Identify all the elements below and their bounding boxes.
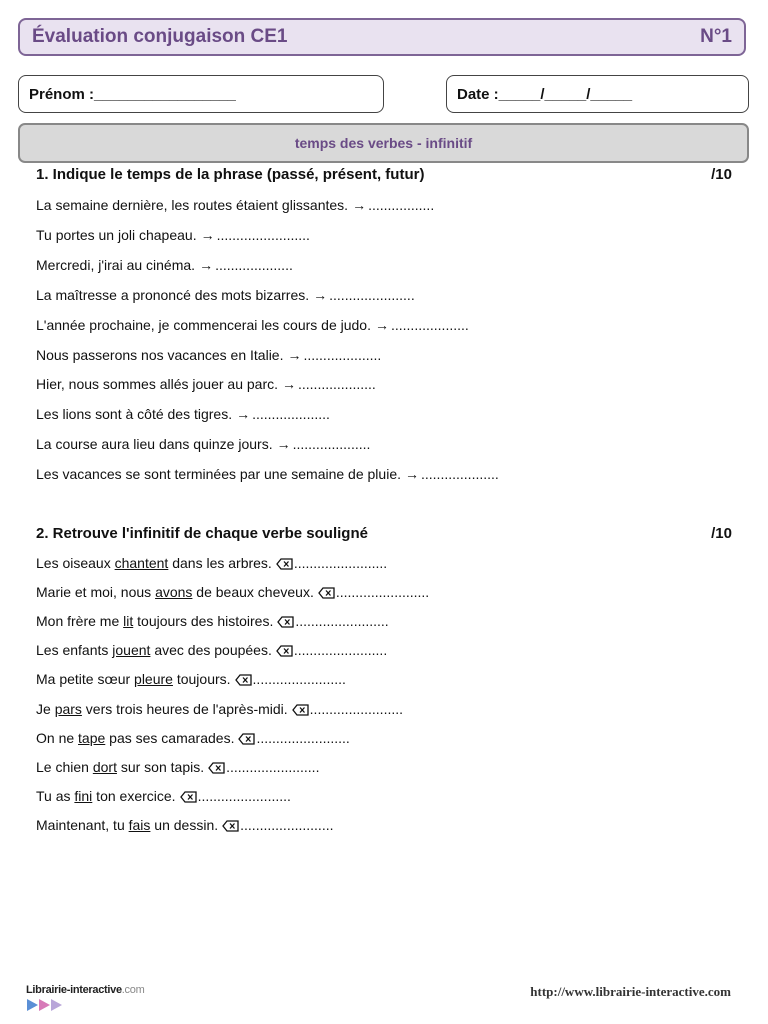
sentence-start: Le chien	[36, 758, 93, 775]
sentence-start: Marie et moi, nous	[36, 584, 156, 601]
exercise2-sentence	[36, 613, 389, 631]
sentence-start: Ma petite sœur	[36, 671, 135, 688]
sentence-end: toujours des histoires.	[133, 613, 274, 630]
prenom-field[interactable]	[18, 75, 384, 113]
answer-blank[interactable]: ........................	[197, 787, 291, 804]
exercise2-sentence	[36, 701, 403, 719]
worksheet-title: Évaluation conjugaison CE1	[32, 26, 288, 47]
exercise1-sentence	[36, 287, 415, 303]
exercise1-sentence	[36, 347, 381, 363]
right-arrow-icon: →	[276, 436, 291, 453]
exercise2-sentence	[36, 759, 319, 777]
sentence-end: un dessin.	[150, 816, 219, 833]
underlined-verb: pleure	[134, 671, 173, 688]
exercise2-sentence	[36, 555, 387, 573]
answer-blank[interactable]: ....................	[215, 256, 293, 273]
sentence-text: La maîtresse a prononcé des mots bizarres.	[36, 286, 310, 303]
exercise1-sentence	[36, 197, 434, 213]
right-arrow-icon: →	[352, 197, 367, 213]
worksheet-title-bar	[18, 18, 746, 56]
sentence-start: Je	[36, 700, 55, 717]
date-field[interactable]	[446, 75, 749, 113]
erase-key-icon	[235, 673, 252, 689]
sentence-end: ton exercice.	[92, 787, 176, 804]
exercise1-sentence	[36, 436, 370, 452]
sentence-text: Hier, nous sommes allés jouer au parc.	[36, 376, 278, 393]
sentence-end: pas ses camarades.	[105, 729, 235, 746]
answer-blank[interactable]: ........................	[240, 816, 334, 833]
erase-key-icon	[277, 615, 294, 631]
underlined-verb: lit	[123, 613, 134, 630]
answer-blank[interactable]: ........................	[216, 226, 310, 243]
answer-blank[interactable]: ........................	[293, 555, 388, 571]
sentence-text: Nous passerons nos vacances en Italie.	[36, 346, 284, 363]
exercise2-sentence	[36, 788, 291, 806]
exercise1-sentence	[36, 406, 330, 422]
logo-suffix: .com	[121, 984, 145, 996]
worksheet-number: N°1	[700, 26, 732, 47]
exercise1-title: 1. Indique le temps de la phrase (passé, présent, futur)	[36, 166, 425, 183]
exercise2-title: 2. Retrouve l'infinitif de chaque verbe souligné	[36, 525, 368, 542]
sentence-text: Tu portes un joli chapeau.	[36, 226, 197, 243]
play-arrows-icon	[26, 998, 70, 1012]
underlined-verb: avons	[155, 584, 193, 601]
sentence-start: Tu as	[36, 787, 75, 804]
erase-key-icon	[292, 703, 309, 719]
sentence-end: avec des poupées.	[150, 642, 272, 659]
exercise1-sentence	[36, 376, 376, 392]
erase-key-icon	[180, 790, 197, 806]
sentence-text: La semaine dernière, les routes étaient glissantes.	[36, 197, 349, 213]
sentence-end: toujours.	[172, 671, 231, 688]
right-arrow-icon: →	[200, 226, 215, 243]
sentence-text: Mercredi, j'irai au cinéma.	[36, 256, 196, 273]
exercise2-sentence	[36, 817, 334, 835]
footer-url[interactable]: http://www.librairie-interactive.com	[530, 984, 731, 999]
answer-blank[interactable]: ....................	[390, 316, 469, 333]
erase-key-icon	[208, 761, 225, 777]
exercise1-sentence	[36, 317, 469, 333]
sentence-text: Les lions sont à côté des tigres.	[36, 406, 233, 423]
underlined-verb: tape	[78, 729, 106, 746]
exercise1-sentence	[36, 257, 293, 273]
exercise2-sentence	[36, 671, 346, 689]
section-title-bar	[18, 123, 749, 163]
sentence-start: Les oiseaux	[36, 555, 115, 571]
sentence-start: Maintenant, tu	[36, 816, 129, 833]
sentence-text: Les vacances se sont terminées par une semaine de pluie.	[36, 466, 401, 483]
answer-blank[interactable]: ........................	[226, 758, 320, 775]
erase-key-icon	[276, 557, 293, 573]
sentence-text: La course aura lieu dans quinze jours.	[36, 436, 273, 453]
date-label: Date :_____/_____/_____	[457, 85, 633, 103]
answer-blank[interactable]: ....................	[298, 376, 376, 393]
sentence-start: On ne	[36, 729, 79, 746]
underlined-verb: fini	[74, 787, 93, 804]
erase-key-icon	[238, 732, 255, 748]
exercise2-sentence	[36, 584, 429, 602]
exercise1-heading	[36, 166, 732, 183]
erase-key-icon	[222, 819, 239, 835]
prenom-label: Prénom :_________________	[29, 85, 236, 103]
sentence-text: L'année prochaine, je commencerai les cours de judo.	[36, 316, 371, 333]
right-arrow-icon: →	[236, 406, 251, 423]
section-title: temps des verbes - infinitif	[294, 135, 473, 151]
right-arrow-icon: →	[405, 466, 419, 483]
answer-blank[interactable]: ....................	[421, 466, 499, 483]
right-arrow-icon: →	[199, 256, 214, 273]
erase-key-icon	[276, 644, 293, 660]
sentence-start: Les enfants	[36, 642, 113, 659]
answer-blank[interactable]: ......................	[329, 286, 415, 303]
answer-blank[interactable]: ........................	[293, 642, 388, 659]
exercise2-heading	[36, 525, 732, 542]
underlined-verb: dort	[92, 758, 117, 775]
exercise1-sentence	[36, 466, 499, 482]
underlined-verb: pars	[54, 700, 82, 717]
underlined-verb: fais	[128, 816, 151, 833]
answer-blank[interactable]: ........................	[252, 671, 346, 688]
exercise1-sentence	[36, 227, 310, 243]
answer-blank[interactable]: ........................	[309, 700, 404, 717]
sentence-start: Mon frère me	[36, 613, 124, 630]
erase-key-icon	[318, 586, 335, 602]
sentence-end: dans les arbres.	[168, 555, 272, 571]
answer-blank[interactable]: ........................	[295, 613, 389, 630]
answer-blank[interactable]: .................	[368, 197, 435, 213]
sentence-end: sur son tapis.	[116, 758, 205, 775]
exercise2-score: /10	[711, 525, 732, 542]
exercise2-sentence	[36, 730, 350, 748]
logo-name: Librairie-interactive	[26, 984, 122, 996]
answer-blank[interactable]: ....................	[292, 436, 371, 453]
right-arrow-icon: →	[282, 376, 296, 393]
answer-blank[interactable]: ........................	[256, 729, 350, 746]
answer-blank[interactable]: ........................	[335, 584, 430, 601]
underlined-verb: chantent	[114, 555, 169, 571]
answer-blank[interactable]: ....................	[252, 406, 330, 423]
answer-blank[interactable]: ....................	[303, 346, 382, 363]
exercise2-sentence	[36, 642, 387, 660]
sentence-end: vers trois heures de l'après-midi.	[81, 700, 288, 717]
librairie-interactive-logo	[26, 984, 146, 1014]
underlined-verb: jouent	[112, 642, 151, 659]
right-arrow-icon: →	[374, 316, 389, 333]
exercise1-score: /10	[711, 166, 732, 183]
sentence-end: de beaux cheveux.	[192, 584, 314, 601]
right-arrow-icon: →	[287, 346, 302, 363]
right-arrow-icon: →	[313, 286, 328, 303]
